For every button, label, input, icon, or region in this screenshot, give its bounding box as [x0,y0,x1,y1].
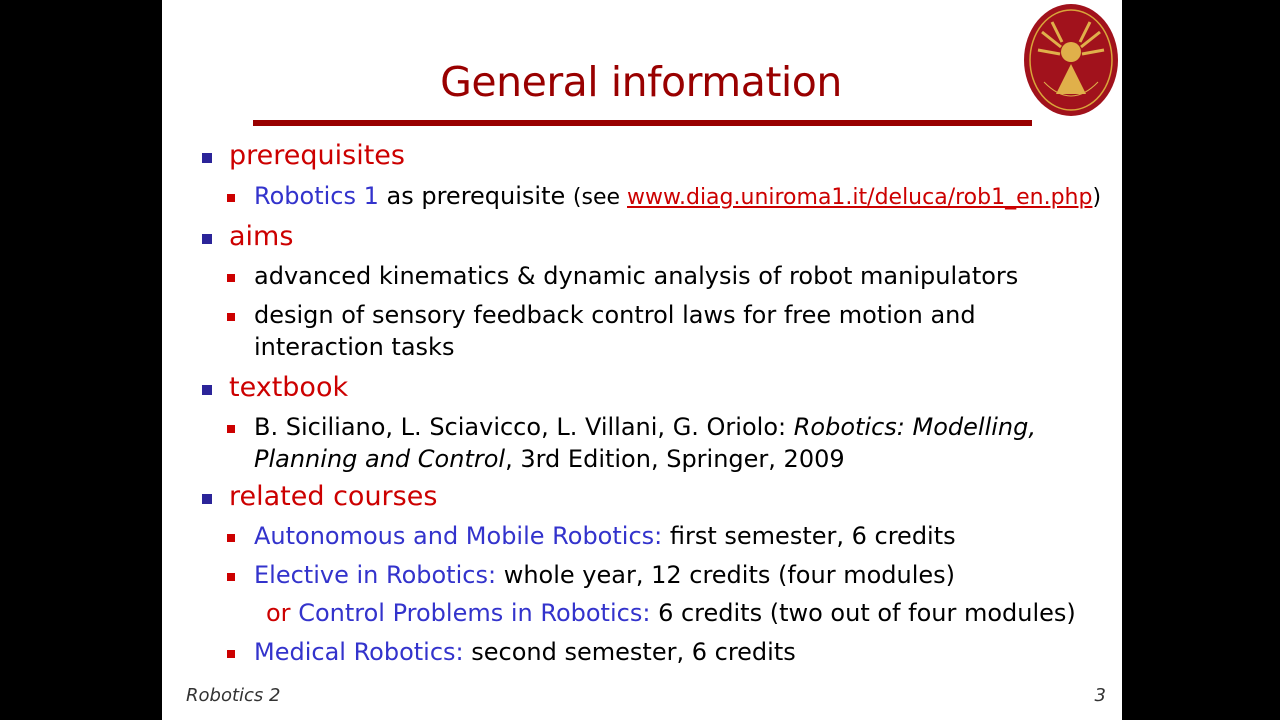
sub-bullet-icon [227,274,235,282]
course-description: second semester, 6 credits [471,638,796,666]
section-heading-prerequisites: prerequisites [229,140,405,171]
related-course-item [254,520,956,552]
sub-bullet-icon [227,534,235,542]
course-name: Robotics 1 [254,182,379,210]
course-description: whole year, 12 credits (four modules) [503,561,955,589]
course-name: Elective in Robotics: [254,561,497,589]
prerequisite-item [254,180,1101,214]
page-number: 3 [1094,685,1106,706]
bullet-icon [202,153,212,163]
course-link[interactable]: www.diag.uniroma1.it/deluca/rob1_en.php [627,185,1093,210]
section-heading-textbook: textbook [229,372,349,403]
course-description: 6 credits (two out of four modules) [658,599,1076,627]
bullet-icon [202,494,212,504]
footer-course-label: Robotics 2 [186,685,281,706]
related-course-alternative [266,597,1076,629]
prerequisite-text: as prerequisite [386,182,566,210]
slide-title: General information [440,58,842,106]
aims-item-continued: interaction tasks [254,333,455,361]
section-heading-related-courses: related courses [229,481,438,512]
textbook-authors: B. Siciliano, L. Sciavicco, L. Villani, G. Oriolo: [254,413,787,441]
related-course-item [254,636,796,668]
or-label: or [266,599,291,627]
aims-item: advanced kinematics & dynamic analysis of robot manipulators [254,262,1019,290]
bullet-icon [202,385,212,395]
related-course-item [254,559,955,591]
see-close: ) [1092,185,1102,210]
title-underline [253,120,1032,126]
course-name: Control Problems in Robotics: [298,599,651,627]
sub-bullet-icon [227,650,235,658]
course-description: first semester, 6 credits [669,522,956,550]
sub-bullet-icon [227,313,235,321]
university-seal-logo [1022,2,1120,119]
course-name: Autonomous and Mobile Robotics: [254,522,663,550]
slide [162,0,1122,720]
section-heading-aims: aims [229,221,294,252]
textbook-edition: , 3rd Edition, Springer, 2009 [505,445,845,473]
sub-bullet-icon [227,194,235,202]
sub-bullet-icon [227,573,235,581]
textbook-item [254,411,1036,443]
sub-bullet-icon [227,425,235,433]
bullet-icon [202,234,212,244]
textbook-item-continued [254,443,845,475]
see-open: (see [572,185,621,210]
textbook-title: Robotics: Modelling, [793,413,1036,441]
textbook-title-continued: Planning and Control [254,445,506,473]
aims-item: design of sensory feedback control laws for free motion and [254,301,976,329]
course-name: Medical Robotics: [254,638,464,666]
